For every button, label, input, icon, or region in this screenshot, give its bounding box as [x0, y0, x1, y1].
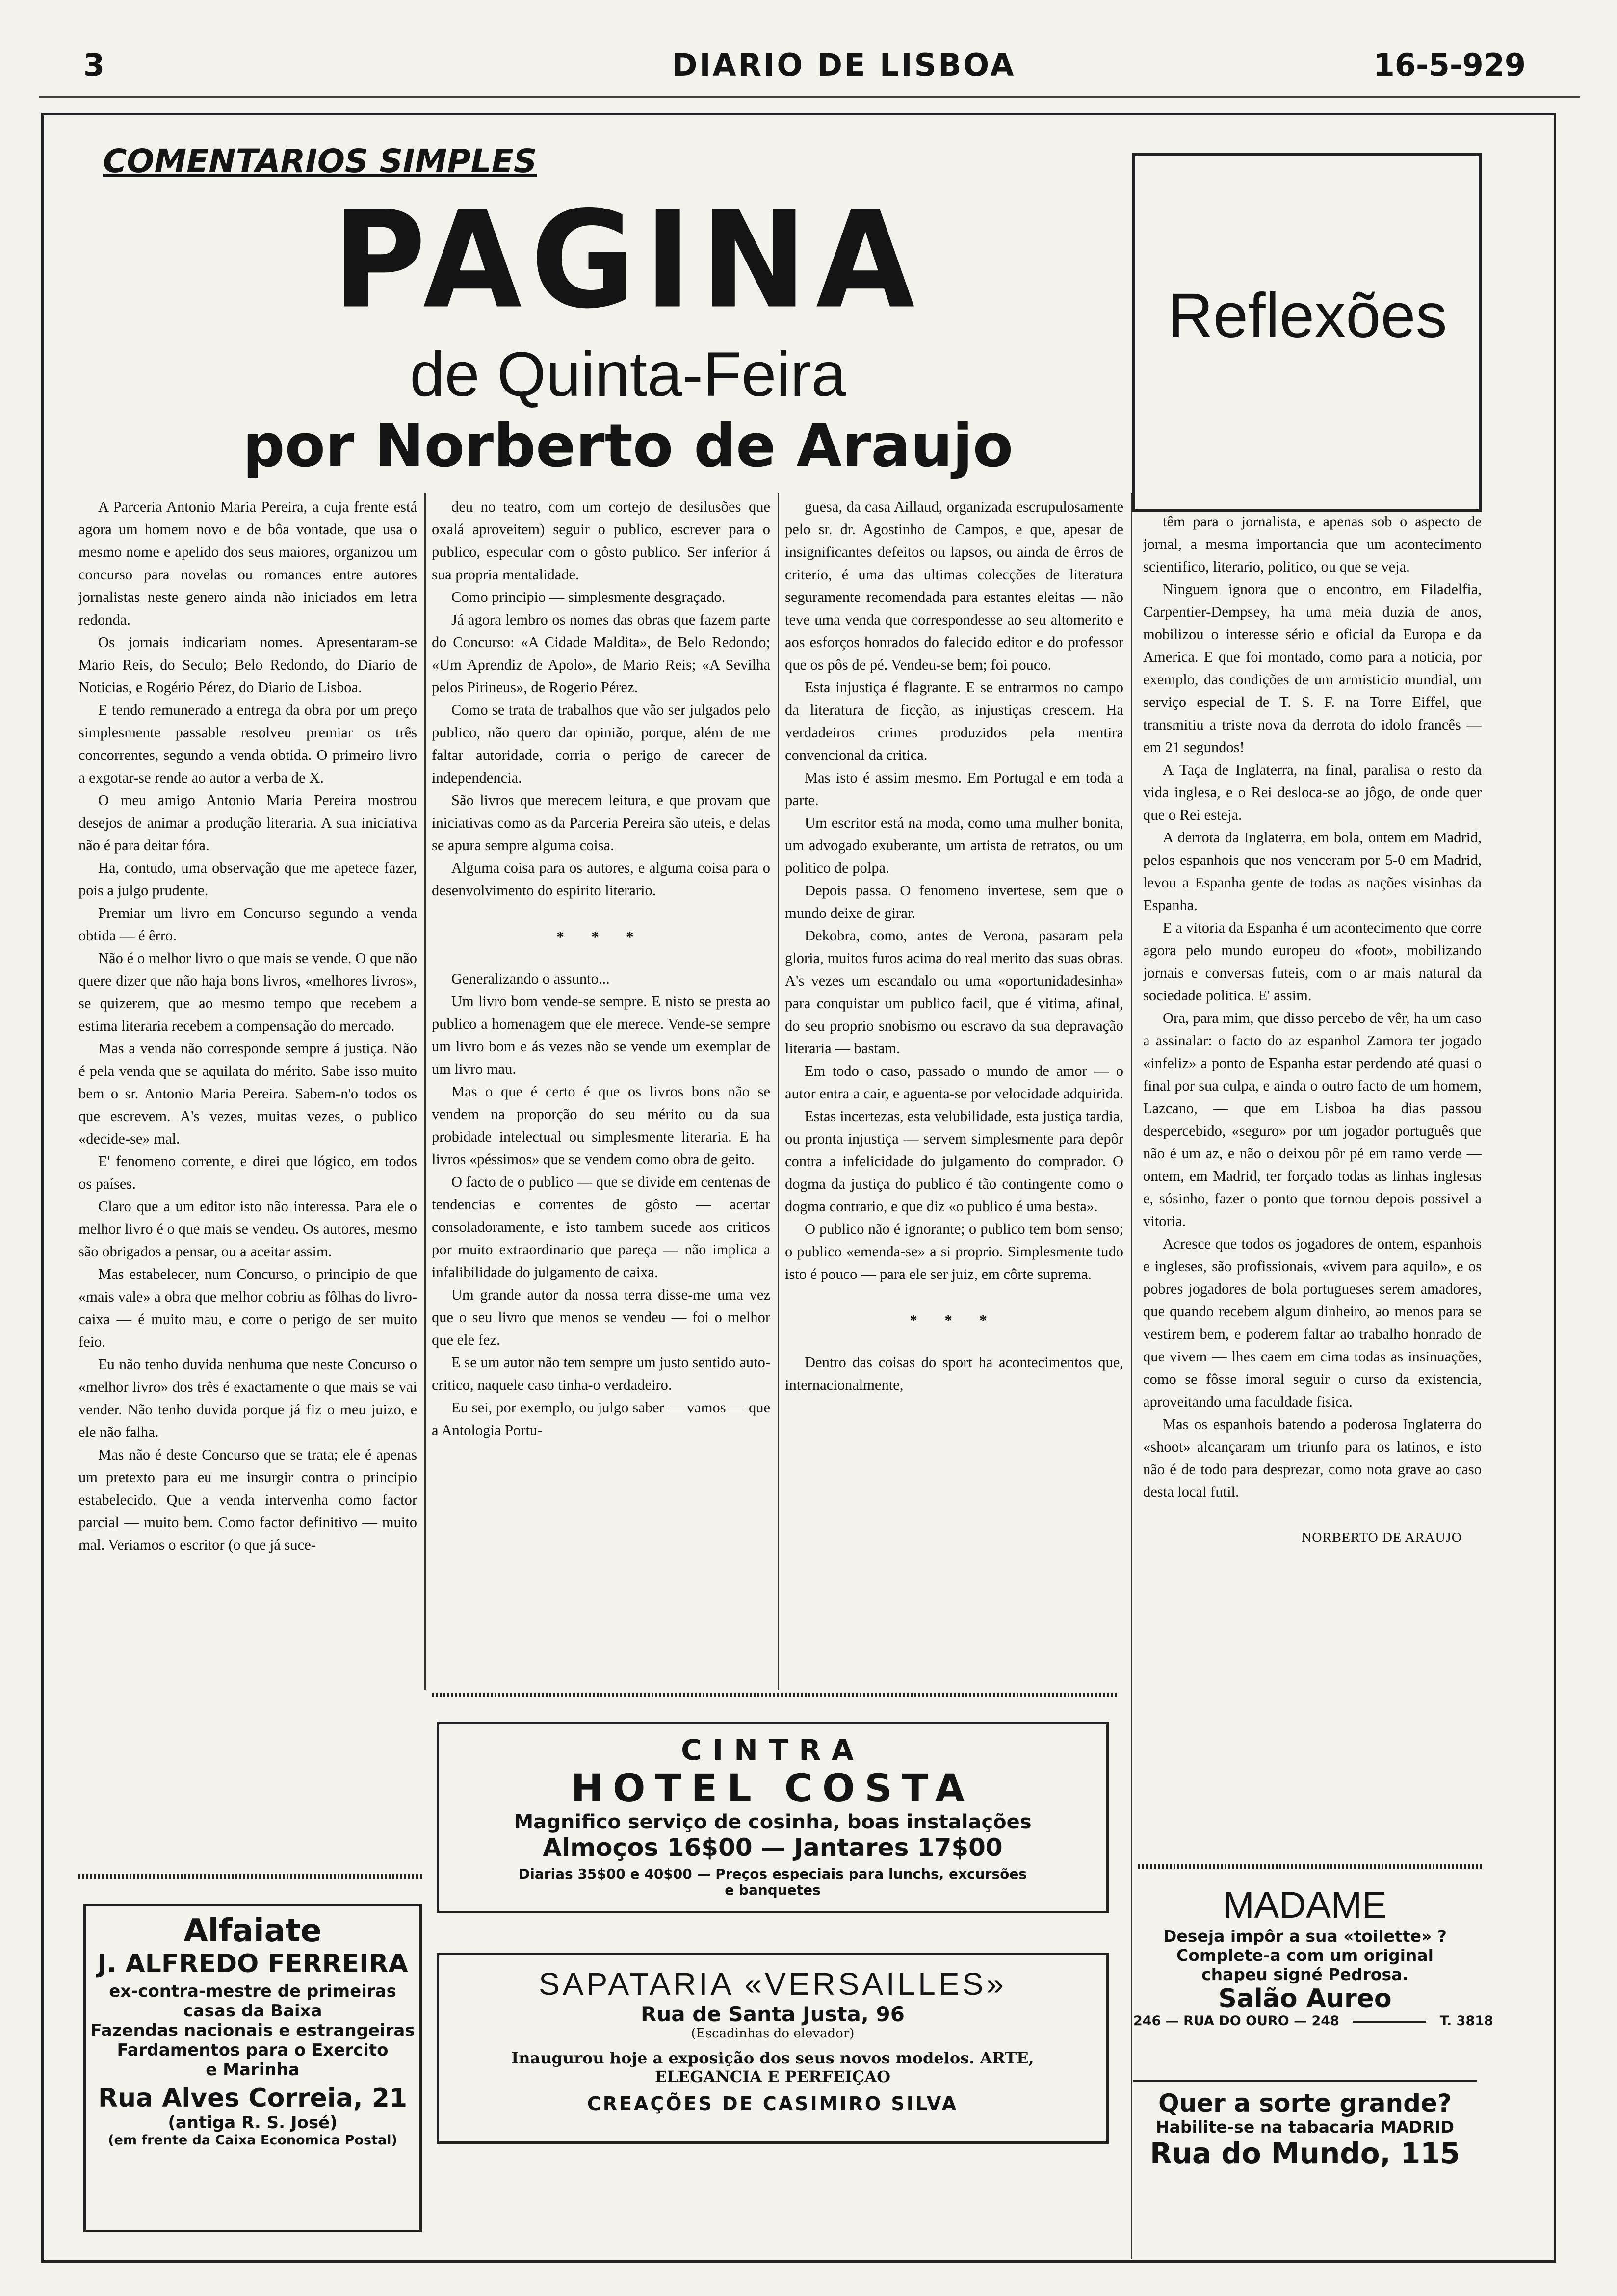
ad-line: e banquetes	[725, 1882, 821, 1898]
paragraph: Já agora lembro os nomes das obras que fazem parte do Concurso: «A Cidade Maldita», de Belo Redondo; «Um Aprendiz de Apolo», de Mario Reis; «A Sevilha pelos Pirineus», de Rogerio Pérez.	[432, 611, 770, 696]
paragraph: Premiar um livro em Concurso segundo a venda obtida — é êrro.	[78, 905, 417, 944]
paragraph: Como principio — simplesmente desgraçado.	[451, 589, 726, 605]
paragraph: E' fenomeno corrente, e direi que lógico, em todos os países.	[78, 1153, 417, 1192]
paragraph: guesa, da casa Aillaud, organizada escrupulosamente pelo sr. dr. Agostinho de Campos, e que, apesar de insignificantes defeitos ou lapsos, ou ainda de êrros de criterio, é uma das ultimas colecções de literatura seguramente recomendada para estantes eleitas — não teve uma venda que correspondesse ao seu altomerito e aos esforços honrados do falecido editor e do professor que os pôs de pé. Vendeu-se bem; foi pouco.	[785, 498, 1123, 673]
ad-line: e Marinha	[206, 2060, 300, 2080]
ad-line: Salão Aureo	[1218, 1984, 1392, 2013]
paragraph: Dekobra, como, antes de Verona, pasaram pela gloria, muitos furos acima do real merito das suas obras. A's vezes um escandalo ou uma «oportunidadesinha» para conquistar um publico facil, que é vitima, afinal, do seu proprio snobismo ou escravo da sua depravação literaria — bastam.	[785, 927, 1123, 1057]
paragraph: Não é o melhor livro o que mais se vende. O que não quere dizer que não haja bons livros, «melhores livros», se quizerem, que ao mesmo tempo que recebem a estima literaria recebem a compensação do mercado.	[78, 950, 417, 1034]
paragraph: Um escritor está na moda, como uma mulher bonita, um advogado exuberante, um artista de retratos, ou um politico de polpa.	[785, 814, 1123, 876]
ad-sapataria-versailles	[437, 1953, 1109, 2144]
paragraph: têm para o jornalista, e apenas sob o aspecto de jornal, a mesma importancia que um acontecimento scientifico, literario, politico, ou que se veja.	[1143, 513, 1482, 575]
ad-line: MADAME	[1223, 1884, 1387, 1926]
divider	[1353, 2021, 1426, 2023]
paragraph: Mas o que é certo é que os livros bons não se vendem na proporção do seu mérito ou da sua probidade intelectual ou simplesmente literaria. E ha livros «péssimos» que se vendem como obra de geito.	[432, 1083, 770, 1168]
paragraph: São livros que merecem leitura, e que provam que iniciativas como as da Parceria Pereira são uteis, e delas se apura sempre alguma coisa.	[432, 792, 770, 854]
issue-date: 16-5-929	[1373, 47, 1526, 83]
paragraph: O facto de o publico — que se divide em centenas de tendencias e correntes de gôsto — acertar consoladoramente, e isto tambem sucede aos criticos por muito extraordinario que pareça — não implica a infalibilidade do julgamento de caixa.	[432, 1174, 770, 1280]
ad-line: Almoços 16$00 — Jantares 17$00	[543, 1833, 1003, 1862]
byline: por Norberto de Araujo	[242, 412, 1014, 480]
ad-tabacaria-madrid	[1133, 2080, 1477, 2170]
section-divider: * * *	[910, 1312, 999, 1329]
ad-line: chapeu signé Pedrosa.	[1201, 1965, 1408, 1984]
paragraph: Generalizando o assunto...	[451, 970, 610, 987]
paragraph: Ora, para mim, que disso percebo de vêr, ha um caso a assinalar: o facto do az espanhol Zamora ter jogado «infeliz» a ponto de Espanha estar perdendo até quasi o final por sua culpa, e ainda o outro facto de um homem, Lazcano, — que em Lisboa ha dias passou despercebido, «seguro» por um jogador português que não é um az, e não o deixou pôr pé em ramo verde — ontem, em Madrid, ter forçado todas as linhas inglesas e, sósinho, fazer o ponto que tornou depois possivel a vitoria.	[1143, 1010, 1482, 1229]
ad-line: SAPATARIA «VERSAILLES»	[539, 1966, 1007, 2002]
ad-alfaiate	[83, 1904, 422, 2232]
ad-line: Alfaiate	[183, 1913, 322, 1949]
paragraph: Eu não tenho duvida nenhuma que neste Concurso o «melhor livro» dos três é exactamente o que mais se vai vender. Não tenho duvida porque já fiz o meu juizo, e ele não falha.	[78, 1356, 417, 1440]
article-column-1	[78, 496, 417, 1556]
ad-line: Rua de Santa Justa, 96	[641, 2002, 905, 2026]
subhead: de Quinta-Feira	[410, 339, 846, 410]
ad-line: T. 3818	[1439, 2013, 1493, 2029]
paragraph: E se um autor não tem sempre um justo sentido auto-critico, naquele caso tinha-o verdadeiro.	[432, 1354, 770, 1393]
ad-line: CINTRA	[681, 1733, 864, 1767]
ad-line: Habilite-se na tabacaria MADRID	[1155, 2117, 1455, 2137]
paragraph: E a vitoria da Espanha é um acontecimento que corre agora pelo mundo europeu do «foot», mobilizando jornais e conversas futeis, com o ar mais natural da sociedade politica. E' assim.	[1143, 919, 1482, 1004]
paragraph: Mas isto é assim mesmo. Em Portugal e em toda a parte.	[785, 769, 1123, 809]
ad-line: Diarias 35$00 e 40$00 — Preços especiais para lunchs, excursões	[519, 1866, 1027, 1882]
dashed-rule	[432, 1693, 1119, 1697]
ad-line: (em frente da Caixa Economica Postal)	[108, 2133, 397, 2148]
paragraph: Mas não é deste Concurso que se trata; ele é apenas um pretexto para eu me insurgir contra o principio estabelecido. Que a venda intervenha como factor parcial — muito bem. Como factor definitivo — muito mal. Veriamos o escritor (o que já suce-	[78, 1446, 417, 1553]
reflexoes-column	[1143, 510, 1482, 1549]
ad-line: 246 — RUA DO OURO — 248	[1133, 2013, 1339, 2029]
ad-line: CREAÇÕES DE CASIMIRO SILVA	[587, 2093, 959, 2114]
paragraph: Em todo o caso, passado o mundo de amor — o autor entra a cair, e aguenta-se por velocidade adquirida.	[785, 1063, 1123, 1102]
paragraph: Como se trata de trabalhos que vão ser julgados pelo publico, não quero dar opinião, porque, além de me faltar autoridade, corria o perigo de carecer de independencia.	[432, 702, 770, 786]
paragraph: A Parceria Antonio Maria Pereira, a cuja frente está agora um homem novo e de bôa vontade, que usa o mesmo nome e apelido dos seus maiores, organizou um concurso para novelas ou romances entre autores jornalistas neste genero ainda não iniciados em letra redonda.	[78, 498, 417, 628]
paragraph: Estas incertezas, esta velubilidade, esta justiça tardia, ou pronta injustiça — servem simplesmente para depôr contra a infelicidade do julgamento do comprador. O dogma da justiça do publico é tão contingente como o dogma contrario, e que diz «o publico é uma besta».	[785, 1108, 1123, 1215]
paragraph: E tendo remunerado a entrega da obra por um preço simplesmente passable resolveu premiar os três concorrentes, segundo a venda obtida. O primeiro livro a exgotar-se rende ao autor a verba de X.	[78, 702, 417, 786]
ad-line: Quer a sorte grande?	[1158, 2089, 1452, 2117]
paragraph: O publico não é ignorante; o publico tem bom senso; o publico «emenda-se» a si proprio. Simplesmente tudo isto é pouco — para ele ser juiz, em côrte suprema.	[785, 1221, 1123, 1282]
ad-line: J. ALFREDO FERREIRA	[97, 1949, 408, 1979]
ad-line: Magnifico serviço de cosinha, boas instalações	[514, 1811, 1032, 1833]
ad-hotel-costa	[437, 1722, 1109, 1913]
reflexoes-title: Reflexões	[1168, 281, 1447, 351]
paragraph: Esta injustiça é flagrante. E se entrarmos no campo da literatura de ficção, as injustiças crescem. Ha verdadeiros crimes produzidos pela mentira convencional da critica.	[785, 679, 1123, 763]
paragraph: Acresce que todos os jogadores de ontem, espanhois e ingleses, são profissionais, «vivem para aquilo», e os pobres jogadores de bola portugueses serem amadores, que quando recebem algum dinheiro, ao menos para se vestirem bem, e poderem faltar ao trabalho honrado de que vivem — lhes caem em cima todas as insinuações, como se fôsse imoral seguir o curso da existencia, aproveitando uma faculdade fisica.	[1143, 1235, 1482, 1410]
ad-line: Rua do Mundo, 115	[1150, 2137, 1460, 2170]
paragraph: O meu amigo Antonio Maria Pereira mostrou desejos de animar a produção literaria. A sua iniciativa não é para deitar fóra.	[78, 792, 417, 854]
article-column-3	[785, 496, 1123, 1396]
paragraph: Alguma coisa para os autores, e alguma coisa para o desenvolvimento do espirito literario.	[432, 860, 770, 899]
section-divider: * * *	[556, 928, 646, 945]
column-kicker: COMENTARIOS SIMPLES	[103, 142, 537, 180]
page-number: 3	[83, 47, 105, 83]
ad-line: Complete-a com um original	[1176, 1946, 1434, 1965]
paragraph: Mas os espanhois batendo a poderosa Inglaterra do «shoot» alcançaram um triunfo para os latinos, e isto não é de todo para desprezar, como nota grave ao caso desta local futil.	[1143, 1416, 1482, 1500]
paragraph: Os jornais indicariam nomes. Apresentaram-se Mario Reis, do Seculo; Belo Redondo, do Diario de Noticias, e Rogério Pérez, do Diario de Lisboa.	[78, 634, 417, 696]
paragraph: Depois passa. O fenomeno invertese, sem que o mundo deixe de girar.	[785, 882, 1123, 921]
column-rule	[778, 493, 779, 1690]
paragraph: Ha, contudo, uma observação que me apetece fazer, pois a julgo prudente.	[78, 860, 417, 899]
ad-line: (antiga R. S. José)	[168, 2113, 338, 2133]
dashed-rule	[78, 1874, 422, 1879]
article-column-2	[432, 496, 770, 1441]
paragraph: Claro que a um editor isto não interessa. Para ele o melhor livro é o que mais se vendeu. Os autores, mesmo são obrigados a pensar, ou a aceitar assim.	[78, 1198, 417, 1260]
column-rule	[1131, 493, 1132, 2259]
paragraph: Ninguem ignora que o encontro, em Filadelfia, Carpentier-Dempsey, ha uma meia duzia de anos, mobilizou o interesse sério e oficial da Europa e da America. E que foi montado, como para a noticia, por exemplo, das condições de um armisticio mundial, um serviço especial de T. S. F. na Torre Eiffel, que transmitiu a triste nova da derrota do idolo francês — em 21 segundos!	[1143, 581, 1482, 756]
masthead	[39, 47, 1580, 96]
ad-madame-salao-aureo	[1133, 1884, 1493, 2070]
author-signature: NORBERTO DE ARAUJO	[1302, 1530, 1462, 1545]
headline: PAGINA	[332, 183, 924, 339]
paragraph: Mas estabelecer, num Concurso, o principio de que «mais vale» a obra que melhor cobriu as fôlhas do livro-caixa — é muito mau, e corre o perigo de ser muito feio.	[78, 1266, 417, 1350]
ad-line: Deseja impôr a sua «toilette» ?	[1163, 1927, 1447, 1946]
paragraph: Mas a venda não corresponde sempre á justiça. Não é pela venda que se aquilata do mérito. Sabe isso muito bem o sr. Antonio Maria Pereira. Sabem-n'o todos os que escrevem. A's vezes, muitas vezes, o publico «decide-se» mal.	[78, 1040, 417, 1147]
ad-line: Inaugurou hoje a exposição dos seus novos modelos. ARTE,	[511, 2049, 1034, 2067]
ad-line: HOTEL COSTA	[571, 1767, 975, 1811]
paragraph: Um grande autor da nossa terra disse-me uma vez que o seu livro que menos se vendeu — foi o melhor que ele fez.	[432, 1286, 770, 1348]
paragraph: Eu sei, por exemplo, ou julgo saber — vamos — que a Antologia Portu-	[432, 1399, 770, 1438]
ad-line: Rua Alves Correia, 21	[98, 2084, 408, 2113]
paragraph: deu no teatro, com um cortejo de desilusões que oxalá aproveitem) seguir o publico, escrever para o publico, especular com o gôsto publico. Ser inferior á sua propria mentalidade.	[432, 498, 770, 583]
ad-address-row	[1133, 2013, 1493, 2029]
ad-line: casas da Baixa	[183, 2001, 322, 2021]
paragraph: Dentro das coisas do sport ha acontecimentos que, internacionalmente,	[785, 1354, 1123, 1393]
newspaper-title: DIARIO DE LISBOA	[672, 47, 1016, 83]
paragraph: Um livro bom vende-se sempre. E nisto se presta ao publico a homenagem que ele merece. Vende-se sempre um livro bom e ás vezes não se vende um exemplar de um livro mau.	[432, 993, 770, 1077]
ad-line: ex-contra-mestre de primeiras	[109, 1982, 396, 2001]
ad-line: Fardamentos para o Exercito	[117, 2040, 389, 2060]
dashed-rule	[1138, 1864, 1482, 1869]
masthead-rule	[39, 96, 1580, 98]
paragraph: A derrota da Inglaterra, em bola, ontem em Madrid, pelos espanhois que nos venceram por 5-0 em Madrid, levou a Espanha gente de todas as nações visinhas da Espanha.	[1143, 829, 1482, 913]
column-rule	[424, 493, 426, 1690]
ad-line: (Escadinhas do elevador)	[691, 2026, 855, 2041]
ad-line: Fazendas nacionais e estrangeiras	[90, 2021, 415, 2040]
ad-line: ELEGANCIA E PERFEIÇAO	[655, 2067, 890, 2086]
paragraph: A Taça de Inglaterra, na final, paralisa o resto da vida inglesa, e o Rei desloca-se ao jôgo, de onde quer que o Rei esteja.	[1143, 761, 1482, 823]
